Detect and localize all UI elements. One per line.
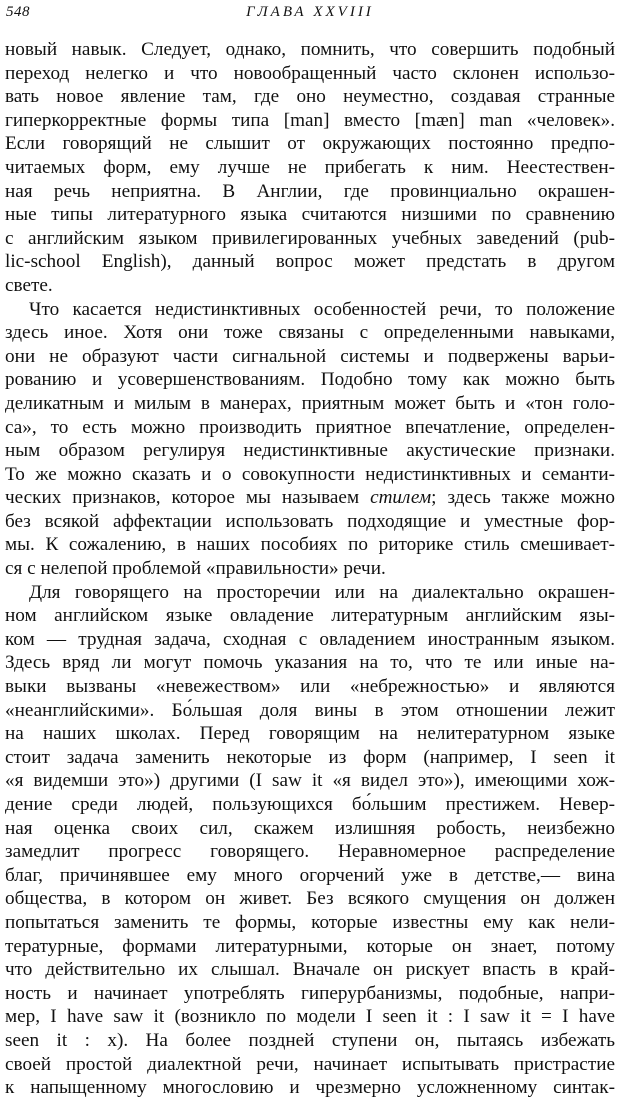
text-line: вать новое явление там, где оно неуместно, создавая странные [5, 86, 615, 108]
text-line: lic-school English), данный вопрос может предстать в другом [5, 251, 615, 273]
text-line: То же можно сказать и о совокупности недистинктивных и семанти- [5, 463, 615, 485]
text-line: замедлит прогресс говорящего. Неравномерное распределение [5, 841, 615, 863]
emphasized-term: стилем [370, 487, 432, 509]
text-line: читаемых форм, ему лучше не прибегать к ним. Неестествен- [5, 156, 615, 178]
text-line: «неанглийскими». Бо́льшая доля вины в этом отношении лежит [5, 699, 615, 721]
text-line: стоит задача заменить некоторые из форм (например, I seen it [5, 746, 615, 768]
text-line: здесь иное. Хотя они тоже связаны с определенными навыками, [5, 322, 615, 344]
text-line: seen it : x). На более поздней ступени он, пытаясь избежать [5, 1029, 615, 1051]
text-line: Для говорящего на просторечии или на диалектально окрашен- [29, 581, 615, 603]
text-line: Если говорящий не слышит от окружающих постоянно предпо- [5, 133, 615, 155]
body-text [5, 38, 615, 1100]
text-line: ся с нелепой проблемой «правильности» речи. [5, 558, 386, 580]
text-line: Что касается недистинктивных особенностей речи, то положение [29, 298, 615, 320]
text-line: ческих признаков, которое мы называем стилем; здесь также можно [5, 487, 615, 509]
page-number: 548 [6, 4, 30, 20]
text-line: ность и начинает употреблять гиперурбанизмы, подобные, напри- [5, 982, 615, 1004]
text-line: без всякой аффектации использовать подходящие и уместные фор- [5, 510, 615, 532]
text-line: свете. [5, 274, 53, 296]
text-line: они не образуют части сигнальной системы и подвержены варьи- [5, 345, 615, 367]
text-line: новый навык. Следует, однако, помнить, что совершить подобный [5, 39, 615, 60]
text-line: ном английском языке овладение литературным английским язы- [5, 605, 615, 627]
running-title: ГЛАВА XXVIII [246, 4, 374, 20]
text-line: ная оценка своих сил, скажем излишняя робость, неизбежно [5, 817, 615, 839]
text-line: своей простой диалектной речи, начинает испытывать пристрастие [5, 1053, 615, 1075]
text-line: переход нелегко и что новообращенный часто склонен использо- [5, 62, 615, 84]
text-line: на наших школах. Перед говорящим на нелитературном языке [5, 723, 615, 745]
text-line: общества, в котором он живет. Без всякого смущения он должен [5, 888, 615, 910]
text-line: что действительно их слышал. Вначале он рискует впасть в край- [5, 959, 615, 981]
text-line: тературные, формами литературными, которые он знает, потому [5, 935, 615, 957]
text-line: дение среди людей, пользующихся бо́льшим престижем. Невер- [5, 794, 615, 815]
text-line: выки вызваны «невежеством» или «небрежностью» и являются [5, 676, 615, 698]
text-line: попытаться заменить те формы, которые известны ему как нели- [5, 911, 615, 933]
text-line: Здесь вряд ли могут помочь указания на то, что те или иные на- [5, 652, 615, 674]
text-line: гиперкорректные формы типа [man] вместо [mæn] man «человек». [5, 109, 615, 131]
text-line: ная речь неприятна. В Англии, где провинциально окрашен- [5, 180, 615, 202]
text-line: благ, причинявшее ему много огорчений уже в детстве,— вина [5, 864, 615, 886]
page-header [6, 4, 614, 30]
text-line: ным образом регулируя недистинктивные акустические признаки. [5, 440, 615, 462]
text-line: «я видемши это») другими (I saw it «я видел это»), имеющими хож- [5, 770, 615, 792]
text-line: мы. К сожалению, в наших пособиях по риторике стиль смешивает- [5, 534, 615, 556]
text-line: рованию и усовершенствованиям. Подобно тому как можно быть [5, 369, 615, 391]
text-line: ные типы литературного языка считаются низшими по сравнению [5, 204, 615, 226]
text-line: с английским языком привилегированных учебных заведений (pub- [5, 227, 615, 249]
text-line: мер, I have saw it (возникло по модели I seen it : I saw it = I have [5, 1006, 615, 1028]
text-line: ком — трудная задача, сходная с овладением иностранным языком. [5, 628, 615, 650]
text-line: к напыщенному многословию и чрезмерно усложненному синтак- [5, 1077, 615, 1099]
text-line: са», то есть можно производить приятное впечатление, определен- [5, 416, 615, 438]
text-line: деликатным и милым в манерах, приятным может быть и «тон голо- [5, 392, 615, 414]
